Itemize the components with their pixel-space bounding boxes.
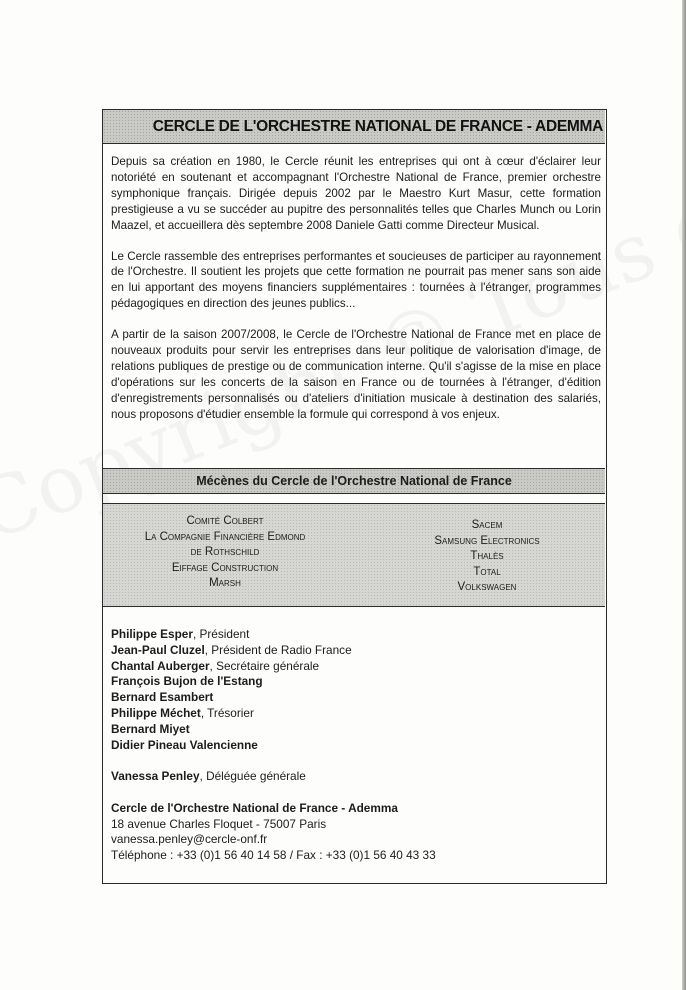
board-section <box>111 627 591 864</box>
contact-org-name: Cercle de l'Orchestre National de France - Ademma <box>111 800 398 815</box>
sponsors-heading <box>103 468 605 494</box>
member-name: Bernard Esambert <box>111 690 214 705</box>
delegate-name: Vanessa Penley <box>111 769 200 784</box>
member-role: , Secrétaire générale <box>209 658 320 673</box>
delegate <box>111 769 591 785</box>
page-title: CERCLE DE L'ORCHESTRE NATIONAL DE FRANCE - ADEMMA <box>152 117 603 135</box>
sponsor-item: Eiffage Construction <box>171 561 279 574</box>
board-member <box>111 627 591 643</box>
sponsor-item: Volkswagen <box>457 581 517 594</box>
member-role: , Trésorier <box>200 705 254 720</box>
member-name: François Bujon de l'Estang <box>111 674 263 689</box>
delegate-role: , Déléguée générale <box>199 769 306 784</box>
intro-text <box>111 154 601 438</box>
sponsor-item: Total <box>473 565 501 578</box>
board-member <box>111 690 591 706</box>
board-member <box>111 738 591 754</box>
board-member <box>111 722 591 738</box>
sponsors-right-column <box>403 518 571 596</box>
sponsor-item: Thalès <box>470 550 504 563</box>
sponsor-item: Samsung Electronics <box>434 534 540 547</box>
contact-phone: Téléphone : +33 (0)1 56 40 14 58 / Fax : +33 (0)1 56 40 43 33 <box>111 848 436 863</box>
sponsor-item: de Rothschild <box>190 546 260 559</box>
member-role: , Président <box>192 627 250 641</box>
sponsor-item: Sacem <box>471 519 503 531</box>
sponsor-item: La Compagnie Financière Edmond <box>144 530 306 543</box>
contact-org <box>111 801 591 817</box>
board-member <box>111 706 591 722</box>
intro-paragraph-1: Depuis sa création en 1980, le Cercle réunit les entreprises qui ont à cœur d'éclairer leur notoriété en soutenant et accompagnant l'Orchestre National de France, premier orchestre symphonique français. Dirigée depuis 2002 par le Maestro Kurt Masur, cette formation prestigieuse a vu se succéder au pupitre des personnalités telles que Charles Munch ou Lorin Maazel, et accueillera dès septembre 2008 Daniele Gatti comme Directeur Musical. <box>111 155 601 232</box>
contact-address: 18 avenue Charles Floquet - 75007 Paris <box>111 816 327 831</box>
sponsors-heading-text: Mécènes du Cercle de l'Orchestre National de France <box>196 474 512 488</box>
sponsor-item: Comité Colbert <box>186 515 264 527</box>
board-member <box>111 674 591 690</box>
page-edge <box>682 0 686 990</box>
intro-paragraph-2: Le Cercle rassemble des entreprises performantes et soucieuses de participer au rayonnement de l'Orchestre. Il soutient les projets que cette formation ne pourrait pas mener sans son aide en lui apportant des moyens financiers supplémentaires : tournées à l'étranger, programmes pédagogiques en direction des jeunes publics... <box>111 249 601 311</box>
member-name: Philippe Méchet <box>111 705 201 720</box>
sponsors-left-column <box>125 514 325 592</box>
info-box <box>102 109 607 884</box>
member-name: Chantal Auberger <box>111 658 210 673</box>
member-role: , Président de Radio France <box>204 642 352 657</box>
contact-email[interactable]: vanessa.penley@cercle-onf.fr <box>111 832 268 847</box>
member-name: Jean-Paul Cluzel <box>111 642 205 657</box>
sponsors-list <box>103 503 605 607</box>
member-name: Philippe Esper <box>111 627 193 641</box>
sponsor-item: Marsh <box>209 577 241 590</box>
board-member <box>111 659 591 675</box>
member-name: Didier Pineau Valencienne <box>111 737 258 752</box>
title-bar <box>103 110 605 144</box>
intro-paragraph-3: A partir de la saison 2007/2008, le Cercle de l'Orchestre National de France met en place de nouveaux produits pour servir les entreprises dans leur politique de valorisation d'image, de relations publiques de prestige ou de communication interne. Qu'il s'agisse de la mise en place d'opérations sur les concerts de la saison en France ou de tournées à l'étranger, d'édition d'enregistrements personnalisés ou d'ateliers d'initiation musicale à destination des salariés, nous proposons d'étudier ensemble la formule qui correspond à vos enjeux. <box>111 328 601 421</box>
member-name: Bernard Miyet <box>111 721 190 736</box>
board-member <box>111 643 591 659</box>
